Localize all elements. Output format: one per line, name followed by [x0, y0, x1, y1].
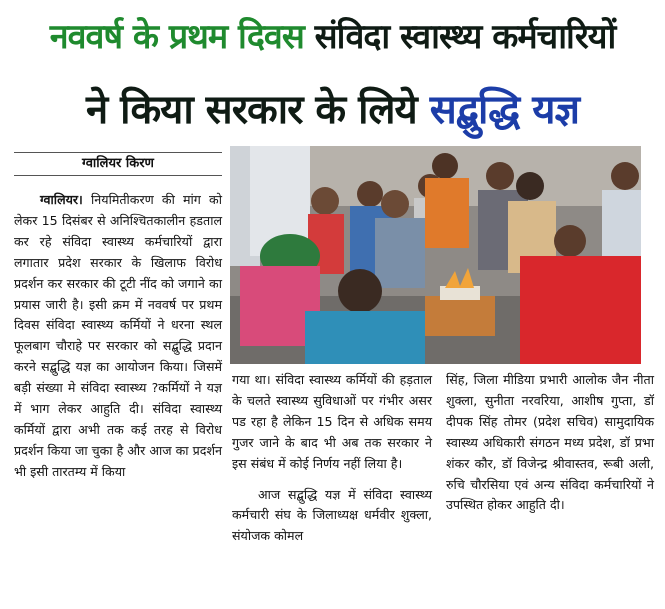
headline-highlight-blue: सद्बुद्धि यज्ञ: [429, 87, 580, 133]
headline: [0, 0, 665, 146]
byline: ग्वालियर किरण: [14, 152, 222, 176]
article-text: सिंह, जिला मीडिया प्रभारी आलोक जैन नीता शुक्ला, सुनीता नरवरिया, आशीष गुप्ता, डॉ दीपक सिंह तोमर (प्रदेश सचिव) सामुदायिक स्वास्थ्य अधिकारी संगठन मध्य प्रदेश, डॉ प्रभा शंकर कौर, डॉ विजेन्द्र श्रीवास्तव, रूबी अली, रुचि चौरसिया एवं अन्य संविदा कर्मचारियों ने उपस्थित होकर आहुति दी।: [446, 372, 654, 513]
article-text: आज सद्बुद्धि यज्ञ में संविदा स्वास्थ्य कर्मचारी संघ के जिलाध्यक्ष धर्मवीर शुक्ला, संयोजक कोमल: [232, 486, 432, 544]
article-text: गया था। संविदा स्वास्थ्य कर्मियों की हड़ताल के चलते स्वास्थ्य सुविधाओं पर गंभीर असर पड रहा है लेकिन 15 दिन से अधिक समय गुजर जाने के बाद भी अब तक सरकार ने इस संबंध में कोई निर्णय नहीं लिया है।: [232, 372, 432, 471]
article-column-3: [446, 370, 654, 516]
news-photo: [230, 146, 641, 364]
article-column-2: [232, 370, 432, 547]
dateline: ग्वालियर।: [40, 192, 83, 207]
yagya-photo-illustration: [230, 146, 641, 364]
headline-line-2: [0, 80, 665, 135]
article-column-1: [14, 190, 222, 483]
headline-line-1: [0, 12, 665, 58]
headline-text: संविदा स्वास्थ्य कर्मचारियों: [314, 17, 616, 57]
headline-highlight-green: नववर्ष के प्रथम दिवस: [49, 17, 304, 57]
article-text: नियमितीकरण की मांग को लेकर 15 दिसंबर से अनिश्चितकालीन हडताल कर रहे संविदा स्वास्थ्य कर्मचारियों द्वारा लगातार प्रदेश सरकार के खिलाफ विरोध प्रदर्शन कर सरकार की टूटी नींद को जगाने का प्रयास जारी है। इसी क्रम में नववर्ष पर प्रथम दिवस संविदा स्वास्थ्य कर्मियों ने धरना स्थल फूलबाग चौराहे पर सरकार को सद्बुद्धि प्रदान करने सद्बुद्धि यज्ञ का आयोजन किया। जिसमें बड़ी संख्या मे संविदा स्वास्थ्य ?कर्मियों ने यज्ञ में भाग लेकर आहुति दी। संविदा स्वास्थ्य कर्मियों द्वारा अभी तक कई तरह से विरोध प्रदर्शन किया जा चुका है और आज का प्रदर्शन भी इसी तारतम्य में किया: [14, 192, 222, 479]
headline-text: ने किया सरकार के लिये: [85, 87, 417, 133]
